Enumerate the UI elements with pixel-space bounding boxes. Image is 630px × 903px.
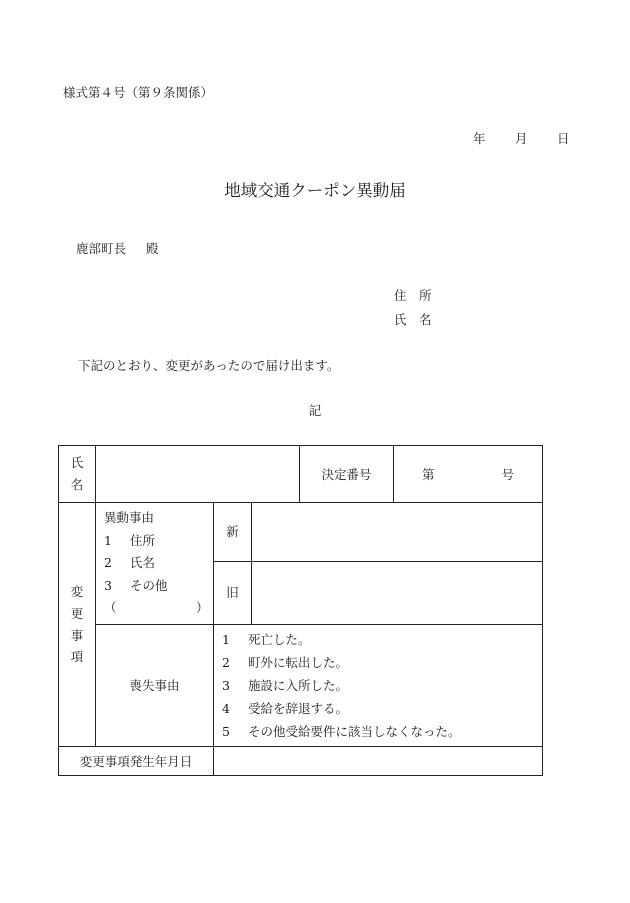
decision-number-cell[interactable] — [394, 446, 543, 503]
change-items-char: 変 — [70, 583, 84, 599]
table-row — [59, 503, 543, 562]
loss-reason-label: 喪失事由 — [96, 624, 214, 747]
table-row — [59, 747, 543, 776]
list-item: 3 施設に入所した。 — [222, 677, 349, 693]
transfer-reason-cell — [96, 503, 214, 625]
name-label-char: 名 — [70, 477, 84, 492]
document-title: 地域交通クーポン異動届 — [224, 181, 406, 200]
applicant-address-label: 住 所 — [394, 288, 432, 303]
list-item: 1 死亡した。 — [222, 631, 311, 647]
date-day-label: 日 — [557, 131, 570, 146]
addressee — [76, 243, 159, 256]
table-row — [59, 624, 543, 747]
list-item: 4 受給を辞退する。 — [222, 700, 349, 716]
ki-marker: 記 — [308, 403, 322, 418]
list-item: 1 住所 — [104, 532, 156, 548]
list-item: 2 町外に転出した。 — [222, 654, 349, 670]
intro-text: 下記のとおり、変更があったので届け出ます。 — [78, 358, 340, 373]
loss-reason-list — [214, 624, 543, 747]
change-form-table — [58, 445, 543, 776]
date-year-label: 年 — [473, 131, 486, 146]
list-item: 3 その他 — [104, 577, 168, 593]
change-items-char: 項 — [70, 649, 84, 665]
other-reason-paren: （ ） — [104, 600, 209, 615]
change-date-label: 変更事項発生年月日 — [59, 747, 214, 776]
list-item: 2 氏名 — [104, 555, 156, 570]
name-input-cell[interactable] — [96, 446, 300, 503]
form-number: 様式第４号（第９条関係） — [63, 85, 214, 100]
old-label: 旧 — [214, 561, 252, 624]
table-row — [59, 446, 543, 503]
change-items-char: 更 — [70, 605, 84, 621]
old-value-cell[interactable] — [252, 561, 543, 624]
list-item: 5 その他受給要件に該当しなくなった。 — [222, 724, 461, 739]
date-month-label: 月 — [515, 131, 528, 146]
dai-label: 第 — [422, 466, 435, 482]
change-date-cell[interactable] — [214, 747, 543, 776]
applicant-name-label: 氏 名 — [394, 312, 432, 327]
change-items-label-cell — [59, 503, 96, 747]
name-label-cell — [59, 446, 96, 503]
new-label: 新 — [214, 503, 252, 562]
addressee-honorific: 殿 — [146, 241, 159, 256]
addressee-name: 鹿部町長 — [76, 241, 127, 256]
go-label: 号 — [501, 466, 515, 482]
change-items-char: 事 — [70, 627, 84, 643]
decision-number-label: 決定番号 — [300, 446, 394, 503]
transfer-reason-title: 異動事由 — [104, 510, 155, 525]
name-label-char: 氏 — [70, 455, 84, 471]
new-value-cell[interactable] — [252, 503, 543, 562]
